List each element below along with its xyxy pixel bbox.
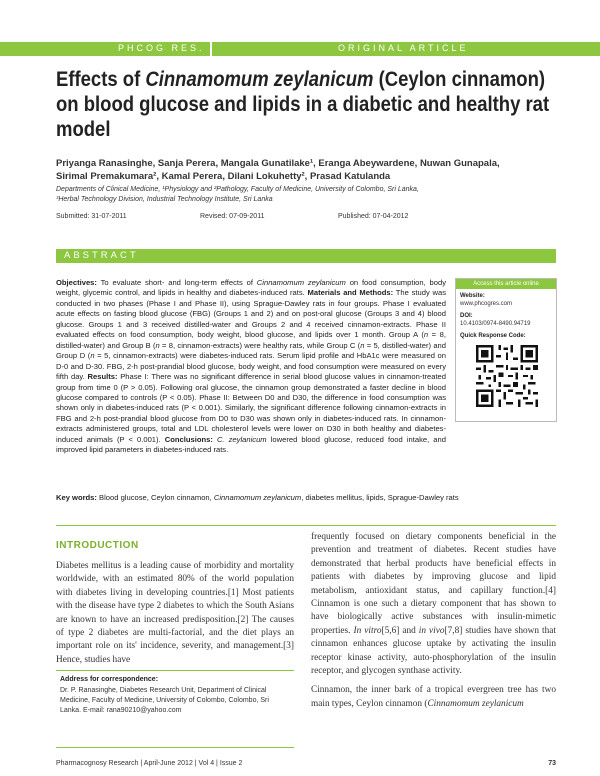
- abstract-italic: Cinnamomum zeylanicum: [256, 278, 346, 287]
- section-divider: [56, 525, 556, 526]
- affiliation-line: Departments of Clinical Medicine, ¹Physiology and ²Pathology, Faculty of Medicine, University of Colombo, Sri Lanka,: [56, 186, 419, 193]
- abstract-span: = 8, distilled-water) and Group B (: [56, 330, 446, 350]
- qr-label: Quick Response Code:: [460, 333, 526, 339]
- header-bar: [0, 42, 600, 56]
- published-date: Published: 07-04-2012: [338, 213, 409, 220]
- article-type-bar: [212, 42, 600, 56]
- authors-line: Priyanga Ranasinghe, Sanja Perera, Mangala Gunatilake¹, Eranga Abeywardene, Nuwan Gunapala,: [56, 158, 500, 169]
- conclusions-label: Conclusions:: [164, 434, 213, 444]
- results-label: Results:: [87, 372, 118, 382]
- affiliations: [56, 185, 556, 205]
- abstract-span: = 5, cinnamon-extracts) were diabetes-induced rats. Serum lipid profile and HbA1c were measured on D-0 and D-30. FBG, 2-h post-prandial blood glucose, body weight, and food consumption were measured on every fifth day.: [56, 351, 446, 382]
- abstract-italic: n: [423, 330, 429, 340]
- page-number: 73: [548, 760, 556, 767]
- abstract-span: lowered blood glucose, reduced food intake, and improved lipid parameters in diabetes-induced rats.: [56, 434, 446, 455]
- body-span: Cinnamon, the inner bark of a tropical evergreen tree has two main types, Ceylon cinnamon (: [311, 685, 556, 709]
- page-footer: [56, 760, 556, 767]
- keywords: [56, 492, 536, 503]
- correspondence-text: Dr. P. Ranasinghe, Diabetes Research Unit, Department of Clinical Medicine, Faculty of Medicine, University of Colombo, Colombo, Sri Lanka. E-mail: rana90210@yahoo.com: [60, 687, 269, 714]
- keywords-italic: Cinnamomum zeylanicum: [213, 493, 302, 502]
- body-column-left: Diabetes mellitus is a leading cause of morbidity and mortality worldwide, with an estimated 80% of the world population with diabetes living in developing countries.[1] Most patients with the disease have type 2 diabetes to which the South Asians are known to have an increased predisposition.[2] The causes of type 2 diabetes are multi-factorial, and the diet plays an important role on its' incidence, severity, and management.[3] Hence, studies have: [56, 561, 294, 665]
- journal-tag-bar: [0, 42, 210, 56]
- abstract-italic: n: [360, 340, 365, 350]
- abstract-italic: C. zeylanicum: [212, 434, 267, 444]
- abstract-span: = 5, distilled-water) and Group D (: [56, 340, 446, 361]
- footer-journal-info: Pharmacognosy Research | April-June 2012 | Vol 4 | Issue 2: [56, 760, 243, 767]
- abstract-italic: n: [90, 351, 95, 361]
- access-heading: Access this article online: [456, 279, 556, 289]
- introduction-heading: INTRODUCTION: [56, 540, 139, 551]
- authors: [56, 158, 556, 183]
- title-part: Effects of: [56, 67, 146, 91]
- doi-link[interactable]: 10.4103/0974-8490.94719: [460, 321, 531, 327]
- journal-tag: PHCOG RES.: [118, 43, 205, 53]
- abstract-span: The study was conducted in two phases (Phase I and Phase II), using Sprague-Dawley rats in four groups. Phase I evaluated acute effects on fasting blood glucose (FBG) (Groups 1 and 2) and on post-oral glucose (Groups 3 and 4) blood glucose. Groups 1 and 3 received distilled-water and Groups 2 and 4 received cinnamon-extracts. Phase II evaluated effects on food consumption, body weight, blood glucose, and lipids over 1 month. Group A (: [56, 288, 447, 340]
- article-title: [56, 67, 555, 142]
- affiliation-line: ³Herbal Technology Division, Industrial Technology Institute, Sri Lanka: [56, 196, 273, 203]
- article-type: ORIGINAL ARTICLE: [338, 43, 469, 53]
- abstract-heading-bar: [56, 249, 556, 263]
- title-part: (Ceylon cinnamon) on blood glucose and lipids in a diabetic and healthy rat model: [56, 67, 550, 141]
- revised-date: Revised: 07-09-2011: [200, 213, 265, 220]
- body-span: frequently focused on dietary components beneficial in the prevention and treatment of diabetes. Recent studies have demonstrated that herbal products have beneficial effects in patients with diabetes by improving glucose and lipid metabolism, antioxidant status, and capillary function.[4] Cinnamon is one such a dietary component that has shown to have biologically active substances with insulin-mimetic properties.: [311, 532, 556, 636]
- body-span: [5,6] and: [381, 625, 419, 636]
- abstract-heading: ABSTRACT: [64, 250, 139, 261]
- title-italic: Cinnamomum zeylanicum: [145, 67, 374, 91]
- article-access-box: [455, 278, 557, 422]
- body-italic: in vivo: [418, 625, 445, 636]
- keywords-span: Blood glucose, Ceylon cinnamon,: [96, 493, 214, 502]
- abstract-italic: n: [155, 340, 160, 350]
- website-label: Website:: [460, 293, 485, 299]
- abstract-span: To evaluate short- and long-term effects of: [96, 278, 257, 287]
- abstract-span: Phase I: There was no significant difference in serial blood glucose values in cinnamon-treated group from time 0 (P > 0.05). Following oral glucose, the cinnamon group demonstrated a faster decline in blood glucose compared to controls (P < 0.05). Phase II: Between D0 and D30, the difference in food consumption was shown only in diabetes-induced rats (P < 0.001). Similarly, the significant difference following cinnamon-extracts in FBG and 2-h post-prandial blood glucose from D0 to D30 was shown only in diabetes-induced rats. In cinnamon-extracts administered groups, total and LDL cholesterol levels were lower on D30 in both healthy and diabetes-induced animals (P < 0.001).: [56, 372, 447, 444]
- authors-line: Sirimal Premakumara², Kamal Perera, Dilani Lokuhetty², Prasad Katulanda: [56, 170, 391, 182]
- objectives-label: Objectives:: [56, 278, 97, 287]
- body-italic: In vitro: [353, 625, 382, 636]
- keywords-span: , diabetes mellitus, lipids, Sprague-Dawley rats: [301, 493, 459, 502]
- abstract-span: = 8, cinnamon-extracts) were healthy rats, while Group C (: [159, 340, 361, 350]
- submitted-date: Submitted: 31-07-2011: [56, 213, 127, 220]
- body-column-right: [311, 531, 556, 711]
- website-link[interactable]: www.phcogres.com: [460, 301, 513, 307]
- methods-label: Materials and Methods:: [307, 288, 394, 298]
- abstract-text: [56, 278, 446, 456]
- body-italic: Cinnamomum zeylanicum: [427, 698, 524, 709]
- abstract-span: on food consumption, body weight, glycemic control, and lipids in healthy and diabetes-induced rats.: [56, 278, 446, 298]
- correspondence-heading: Address for correspondence:: [60, 676, 159, 683]
- doi-label: DOI:: [460, 313, 473, 319]
- keywords-label: Key words:: [56, 493, 97, 502]
- qr-code-icon[interactable]: [476, 345, 538, 407]
- body-span: [7,8] studies have shown that cinnamon enhances glucose uptake by activating the insulin receptor kinase activity, auto-phosphorylation of the insulin receptor, and glycogen synthase activity.: [311, 625, 556, 677]
- correspondence-box: [56, 670, 294, 748]
